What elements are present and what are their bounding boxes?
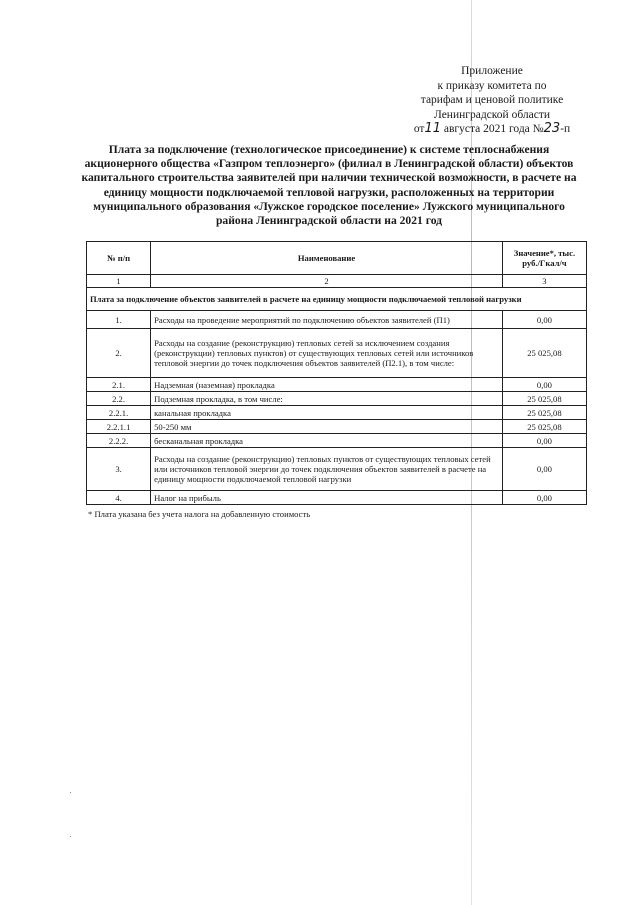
row-number: 2.2.: [87, 392, 151, 406]
row-name: канальная прокладка: [151, 406, 503, 420]
header-cell-number: № п/п: [87, 242, 151, 275]
header-cell-name: Наименование: [151, 242, 503, 275]
row-name: Расходы на проведение мероприятий по подключению объектов заявителей (П1): [151, 311, 503, 329]
header-date-line: [392, 122, 592, 137]
appendix-header: [392, 64, 592, 137]
row-number: 2.: [87, 329, 151, 378]
row-number: 2.2.2.: [87, 434, 151, 448]
table-row: [87, 434, 587, 448]
row-number: 2.2.1.: [87, 406, 151, 420]
date-from: от: [413, 123, 425, 135]
row-name: Расходы на создание (реконструкцию) тепловых сетей за исключением создания (реконструкции) тепловых пунктов) от существующих тепловых сетей или источников тепловой энергии до точек подключения объектов заявителей (П2.1), в том числе:: [151, 329, 503, 378]
tariff-table: [86, 241, 587, 505]
header-line-4: Ленинградской области: [433, 108, 551, 121]
column-number: 2: [151, 275, 503, 288]
handwritten-day: 11: [424, 121, 441, 136]
row-value: 25 025,08: [502, 329, 586, 378]
row-name: Налог на прибыль: [151, 491, 503, 505]
doc-suffix: -п: [560, 123, 571, 135]
row-value: 0,00: [502, 378, 586, 392]
column-number: 1: [87, 275, 151, 288]
date-rest: августа 2021 года №: [443, 123, 544, 135]
table-row: [87, 448, 587, 491]
table-row: [87, 491, 587, 505]
header-line-1: Приложение: [461, 65, 523, 77]
row-number: 3.: [87, 448, 151, 491]
row-name: 50-250 мм: [151, 420, 503, 434]
row-name: Подземная прокладка, в том числе:: [151, 392, 503, 406]
scan-speck: [70, 792, 71, 793]
row-value: 25 025,08: [502, 392, 586, 406]
table-row: [87, 311, 587, 329]
table-row: [87, 406, 587, 420]
row-value: 0,00: [502, 434, 586, 448]
row-number: 2.1.: [87, 378, 151, 392]
header-cell-value: Значение*, тыс. руб./Гкал/ч: [502, 242, 586, 275]
row-value: 0,00: [502, 491, 586, 505]
row-value: 25 025,08: [502, 420, 586, 434]
section-row: [87, 288, 587, 311]
vat-footnote: * Плата указана без учета налога на добавленную стоимость: [88, 509, 311, 519]
row-name: бесканальная прокладка: [151, 434, 503, 448]
document-title: Плата за подключение (технологическое присоединение) к системе теплоснабжения акционерного общества «Газпром теплоэнерго» (филиал в Ленинградской области) объектов капитального строительства заявителей при наличии технической возможности, в расчете на единицу мощности подключаемой тепловой нагрузки, расположенных на территории муниципального образования «Лужское городское поселение» Лужского муниципального района Ленинградской области на 2021 год: [81, 143, 577, 228]
header-line-3: тарифам и ценовой политике: [420, 94, 564, 106]
handwritten-doc-number: 23: [543, 121, 561, 136]
row-number: 2.2.1.1: [87, 420, 151, 434]
row-value: 0,00: [502, 311, 586, 329]
row-number: 4.: [87, 491, 151, 505]
row-name: Расходы на создание (реконструкцию) тепловых пунктов от существующих тепловых сетей или источников тепловой энергии до точек подключения объектов заявителей в расчете на единицу мощности подключаемой тепловой нагрузки: [151, 448, 503, 491]
section-title: Плата за подключение объектов заявителей в расчете на единицу мощности подключаемой тепловой нагрузки: [87, 288, 587, 311]
column-number: 3: [502, 275, 586, 288]
column-number-row: [87, 275, 587, 288]
table-row: [87, 378, 587, 392]
row-name: Надземная (наземная) прокладка: [151, 378, 503, 392]
table-header-row: [87, 242, 587, 275]
scan-speck: [70, 836, 71, 837]
row-value: 0,00: [502, 448, 586, 491]
table-row: [87, 329, 587, 378]
row-value: 25 025,08: [502, 406, 586, 420]
table-row: [87, 392, 587, 406]
header-line-2: к приказу комитета по: [437, 79, 547, 92]
table-row: [87, 420, 587, 434]
row-number: 1.: [87, 311, 151, 329]
